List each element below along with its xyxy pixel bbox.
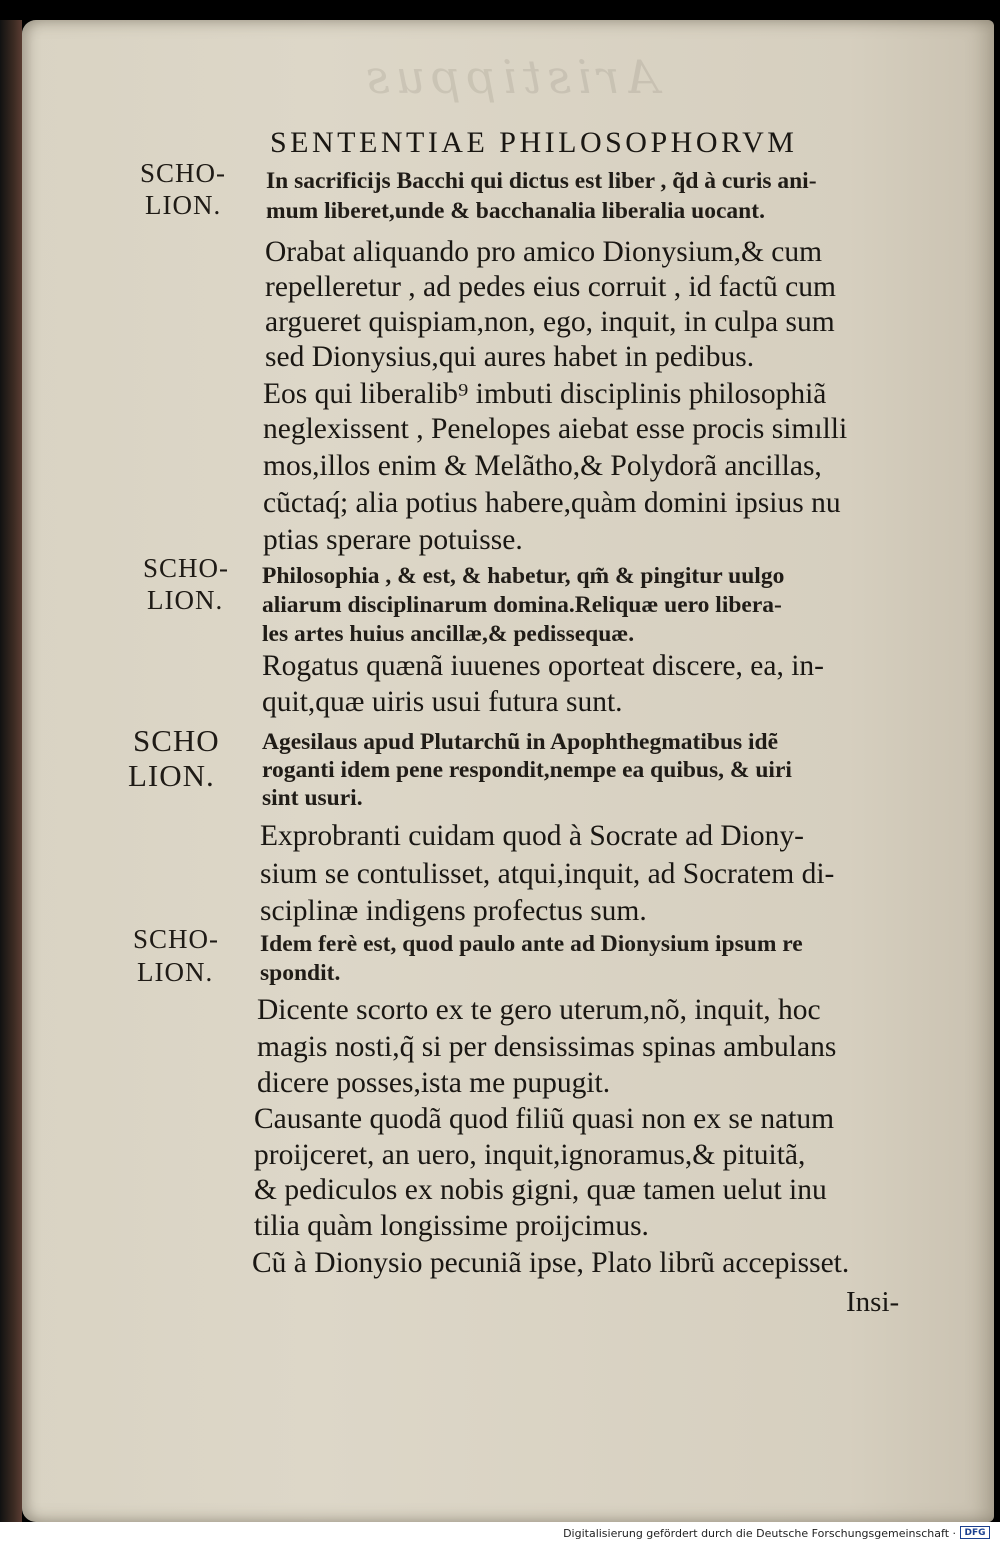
scholion-label: LION. (137, 957, 214, 987)
scholion-line: Agesilaus apud Plutarchũ in Apophthegmatibus idẽ (262, 729, 779, 755)
text-line: Dicente scorto ex te gero uterum,nõ, inquit, hoc (257, 994, 821, 1026)
text-line: quit,quæ uiris usui futura sunt. (262, 686, 623, 718)
text-line: mos,illos enim & Melãtho,& Polydorã ancillas, (263, 450, 822, 482)
scholion-line: roganti idem pene respondit,nempe ea quibus, & uiri (262, 757, 792, 783)
text-line: Cũ à Dionysio pecuniã ipse, Plato librũ accepisset. (252, 1247, 850, 1279)
scholion-label: LION. (128, 758, 215, 793)
scholion-line: Philosophia , & est, & habetur, qm̃ & pingitur uulgo (262, 563, 785, 589)
scholion-label: SCHO- (143, 553, 230, 583)
text-line: sium se contulisset, atqui,inquit, ad Socratem di- (260, 858, 835, 890)
text-line: proijceret, an uero, inquit,ignoramus,& pituitã, (254, 1139, 806, 1171)
text-line: repelleretur , ad pedes eius corruit , id factũ cum (265, 271, 836, 303)
text-line: Exprobranti cuidam quod à Socrate ad Diony- (260, 820, 804, 852)
text-line: Orabat aliquando pro amico Dionysium,& cum (265, 236, 823, 268)
scholion-label: LION. (145, 190, 222, 220)
scholion-line: aliarum disciplinarum domina.Reliquæ uero libera- (262, 592, 782, 618)
dfg-logo: DFG (960, 1526, 990, 1539)
text-line: Eos qui liberalib⁹ imbuti disciplinis philosophiã (263, 378, 827, 410)
text-line: ptias sperare potuisse. (263, 524, 523, 556)
text-line: cũctaq́; alia potius habere,quàm domini ipsius nu (263, 487, 841, 519)
scholion-label: SCHO (133, 723, 220, 758)
book-spine-edge (0, 20, 22, 1522)
scholion-line: spondit. (260, 960, 341, 986)
text-line: Causante quodã quod filiũ quasi non ex se natum (254, 1103, 835, 1135)
text-line: tilia quàm longissime proijcimus. (254, 1210, 649, 1242)
ink-bleed-through: Aristippus (360, 50, 659, 104)
text-line: argueret quispiam,non, ego, inquit, in culpa sum (265, 306, 835, 338)
running-head: SENTENTIAE PHILOSOPHORVM (270, 126, 798, 159)
scholion-line: Idem ferè est, quod paulo ante ad Dionysium ipsum re (260, 931, 803, 957)
text-line: & pediculos ex nobis gigni, quæ tamen uelut inu (254, 1174, 827, 1206)
scholion-label: SCHO- (133, 924, 220, 954)
text-line: sciplinæ indigens profectus sum. (260, 895, 647, 927)
scholion-label: SCHO- (140, 158, 227, 188)
text-line: sed Dionysius,qui aures habet in pedibus. (265, 341, 755, 373)
text-line: neglexissent , Penelopes aiebat esse procis simılli (263, 413, 848, 445)
text-line: Rogatus quænã iuuenes oporteat discere, ea, in- (262, 650, 824, 682)
scholion-label: LION. (147, 585, 224, 615)
scholion-line: les artes huius ancillæ,& pedissequæ. (262, 621, 635, 647)
scholion-line: sint usuri. (262, 785, 363, 811)
scholion-line: In sacrificijs Bacchi qui dictus est liber , q̃d à curis ani- (266, 168, 817, 194)
catchword: Insi- (846, 1286, 900, 1318)
text-line: dicere posses,ista me pupugit. (257, 1067, 611, 1099)
text-line: magis nosti,q̃ si per densissimas spinas ambulans (257, 1031, 837, 1063)
funding-credit: Digitalisierung gefördert durch die Deutsche Forschungsgemeinschaft · (563, 1527, 956, 1540)
scholion-line: mum liberet,unde & bacchanalia liberalia uocant. (266, 198, 765, 224)
